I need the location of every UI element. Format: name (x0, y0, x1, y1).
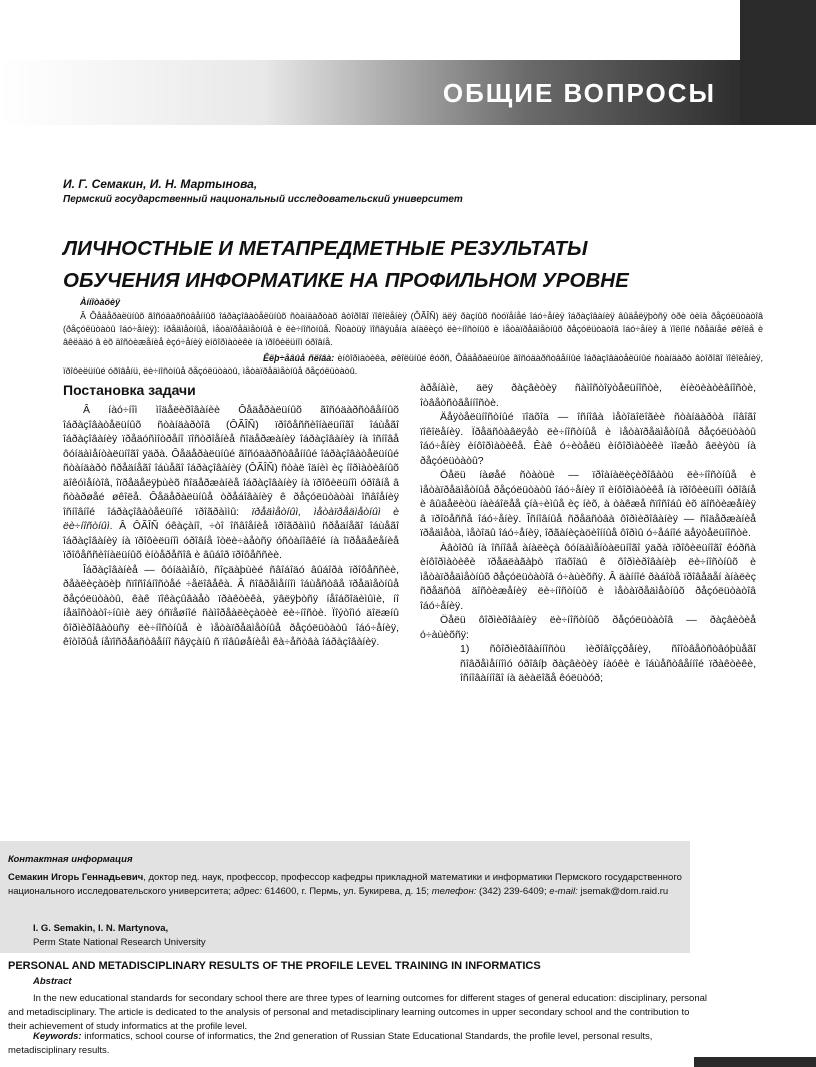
section-title: ОБЩИЕ ВОПРОСЫ (442, 78, 716, 108)
left-column (63, 403, 399, 650)
contact-phone-label: телефон: (431, 886, 477, 897)
left-paragraph-1 (63, 403, 399, 563)
contact-author-text: , доктор пед. наук, профессор, профессор кафедры прикладной математики и информатики Пермского государственного национального исследовательского университета; (8, 872, 682, 897)
contact-text (8, 871, 684, 899)
english-keywords (8, 1030, 708, 1058)
header-dark-block (740, 0, 816, 125)
article-affiliation: Пермский государственный национальный исследовательский университет (63, 194, 463, 205)
keywords-label: Êëþ÷åâûå ñëîâà: (263, 353, 335, 363)
contact-address: 614600, г. Пермь, ул. Букирева, д. 15; (262, 886, 432, 897)
abstract-heading: Àííîòàöèÿ (80, 297, 121, 307)
english-authors: I. G. Semakin, I. N. Martynova, (33, 923, 169, 934)
english-title: PERSONAL AND METADISCIPLINARY RESULTS OF THE PROFILE LEVEL TRAINING IN INFORMATICS (8, 960, 541, 972)
contact-email[interactable]: jsemak@dom.raid.ru (577, 886, 669, 897)
left-p1-end: . Â ÔÃÎÑ óêàçàíî, ÷òî îñâîåíèå ïðîãðàììû ñðåäíåãî îáùåãî îáðàçîâàíèÿ íà ïðîôèëüíîì óðîâíå îòëè÷àåòñÿ óñòàíîâêîé íà îïðåäåëåíèå ïðîôåññèîíàëüíûõ èíòåðåñîâ è âûáîð ïðîôåññèè. (63, 520, 399, 561)
abstract-text: Â Ôåäåðàëüíûõ ãîñóäàðñòâåííûõ îáðàçîâàòåëüíûõ ñòàíäàðòàõ âòîðîãî ïîêîëåíèÿ (ÔÃÎÑ) äëÿ ðàçíûõ ñòóïåíåé îáó÷åíèÿ îáðàçîâàíèÿ âûäåëÿþòñÿ òðè òèïà ðåçóëüòàòîâ (ðåçóëüòàòû îáó÷åíèÿ): ïðåäìåòíûå, ìåòàïðåäìåòíûå è ëè÷íîñòíûå. Ñòàòüÿ ïîñâÿùåíà àíàëèçó ëè÷íîñòíûõ è ìåòàïðåäìåòíûõ ðåçóëüòàòîâ îáó÷åíèÿ â ïîëíîé ñðåäíåé øêîëå è âêëàäó â èõ äîñòèæåíèå èçó÷åíèÿ èíôîðìàòèêè íà ïðîôèëüíîì óðîâíå. (63, 311, 763, 347)
contact-author-name: Семакин Игорь Геннадьевич (8, 872, 144, 883)
section-heading: Постановка задачи (63, 382, 196, 398)
contact-phone: (342) 239-6409; (476, 886, 550, 897)
right-column (420, 381, 756, 686)
right-paragraph-4: Àâòîðû íà îñíîâå àíàëèçà ôóíäàìåíòàëüíîãî ÿäðà ïðîôèëüíîãî êóðñà èíôîðìàòèêè ïðåäëàãàþò ïîäõîäû ê ôîðìèðîâàíèþ ëè÷íîñòíûõ è ìåòàïðåäìåòíûõ ðåçóëüòàòîâ ó÷àùèõñÿ. Â äàííîé ðàáîòå ïðîâåäåí àíàëèç ñðåäñòâ äîñòèæåíèÿ ëè÷íîñòíûõ è ìåòàïðåäìåòíûõ ðåçóëüòàòîâ îáó÷åíèÿ. (420, 541, 756, 612)
english-keywords-text: informatics, school course of informatics, the 2nd generation of Russian State Educational Standards, the profile level, personal results, metadisciplinary results. (8, 1031, 653, 1056)
english-abstract: In the new educational standards for secondary school there are three types of learning outcomes for different stages of general education: disciplinary, personal and metadisciplinary. The article is dedicated to the analysis of personal and metadisciplinary learning outcomes in upper secondary school and the contribution to their achievement of study informatics at the profile level. (8, 993, 708, 1032)
english-affiliation: Perm State National Research University (33, 937, 206, 948)
article-title (63, 233, 763, 297)
right-paragraph-2: Äåÿòåëüíîñòíûé ïîäõîä — îñíîâà ìåòîäîëîãèè ñòàíäàðòà íîâîãî ïîêîëåíèÿ. Ïðåäñòàâëÿåò ëè÷íîñòíûå è ìåòàïðåäìåòíûå ðåçóëüòàòû îáó÷åíèÿ èíôîðìàòèêå. Êàê ó÷èòåëü èíôîðìàòèêè ìîæåò âëèÿòü íà ðåçóëüòàòû? (420, 411, 756, 467)
corner-block (694, 1057, 816, 1067)
left-p1-italic: ïðåäìåòíûì, ìåòàïðåäìåòíûì è ëè÷íîñòíûì (63, 505, 399, 532)
contact-heading: Контактная информация (8, 854, 133, 865)
right-paragraph-3: Öåëü íàøåé ñòàòüè — ïðîàíàëèçèðîâàòü ëè÷íîñòíûå è ìåòàïðåäìåòíûå ðåçóëüòàòû îáó÷åíèÿ ïî èíôîðìàòèêå íà ïðîôèëüíîì óðîâíå è âûäåëèòü íàèáîëåå çíà÷èìûå èç íèõ, à òàêæå ñïîñîáû èõ äîñòèæåíèÿ â ïðîöåññå îáó÷åíèÿ. Îñíîâíûå ñðåäñòâà ôîðìèðîâàíèÿ — ñîäåðæàíèå ïðåäìåòà, ìåòîäû îáó÷åíèÿ, îðãàíèçàöèîííûå ôîðìû ó÷åáíîé äåÿòåëüíîñòè. (420, 469, 756, 539)
article-title-line1: ЛИЧНОСТНЫЕ И МЕТАПРЕДМЕТНЫЕ РЕЗУЛЬТАТЫ (63, 237, 588, 260)
right-paragraph-1: àðåíàìè, äëÿ ðàçâèòèÿ ñàìîñòîÿòåëüíîñòè, èíèöèàòèâíîñòè, îòâåòñòâåííîñòè. (420, 382, 756, 409)
contact-email-label: e-mail: (549, 886, 578, 897)
english-keywords-label: Keywords: (33, 1031, 82, 1042)
keywords (63, 352, 763, 378)
contact-address-label: адрес: (233, 886, 263, 897)
article-authors: И. Г. Семакин, И. Н. Мартынова, (63, 177, 258, 191)
right-list-item-1: 1) ñôîðìèðîâàííîñòü ìèðîâîççðåíèÿ, ñîîòâåòñòâóþùåãî ñîâðåìåííîìó óðîâíþ ðàçâèòèÿ íàóêè è îáùåñòâåííîé ïðàêòèêè, îñíîâàííîãî íà äèàëîãå êóëüòóð; (460, 643, 756, 684)
article-title-line2: ОБУЧЕНИЯ ИНФОРМАТИКЕ НА ПРОФИЛЬНОМ УРОВНЕ (63, 269, 629, 292)
english-authors-block (33, 922, 206, 950)
right-paragraph-5: Öåëü ôîðìèðîâàíèÿ ëè÷íîñòíûõ ðåçóëüòàòîâ — ðàçâèòèå ó÷àùèõñÿ: (420, 614, 756, 641)
keywords-text: èíôîðìàòèêà, øêîëüíûé êóðñ, Ôåäåðàëüíûé ãîñóäàðñòâåííûé îáðàçîâàòåëüíûé ñòàíäàðò âòîðîãî ïîêîëåíèÿ, ïðîôèëüíûé óðîâåíü, ëè÷íîñòíûå ðåçóëüòàòû, ìåòàïðåäìåòíûå ðåçóëüòàòû. (63, 353, 763, 376)
left-paragraph-2: Îáðàçîâàíèå — ôóíäàìåíò, ñîçäàþùèé ñâîáîäó âûáîðà ïðîôåññèè, ðåàëèçàöèþ ñïîñîáíîñòåé ÷åëîâåêà. Â ñîâðåìåííîì îáùåñòâå ïðåäìåòíûå ðåçóëüòàòû, êàê ïîêàçûâàåò ïðàêòèêà, ÿâëÿþòñÿ íåîáõîäèìûìè, íî íåäîñòàòî÷íûìè äëÿ óñïåøíîé ñàìîðåàëèçàöèè ëè÷íîñòè. Ïîýòîìó äîëæíû ôîðìèðîâàòüñÿ ëè÷íîñòíûå è ìåòàïðåäìåòíûå ðåçóëüòàòû îáó÷åíèÿ, êîòîðûå íåïîñðåäñòâåííî ñâÿçàíû ñ ïîâûøåíèåì êà÷åñòâà îáðàçîâàíèÿ. (63, 563, 399, 648)
left-p1-text: Â íàó÷íîì ìîäåëèðîâàíèè Ôåäåðàëüíûõ ãîñóäàðñòâåííûõ îáðàçîâàòåëüíûõ ñòàíäàðòîâ (ÔÃÎÑ) ïðîôåññèîíàëüíîãî îáùåãî îáðàçîâàíèÿ ïðåäóñìîòðåíî ïîñòðîåíèå ñîäåðæàíèÿ îáðàçîâàíèÿ íà îñíîâå ôóíäàìåíòàëüíîãî ÿäðà. Ôåäåðàëüíûé ãîñóäàðñòâåííûé îáðàçîâàòåëüíûé ñòàíäàðò ñðåäíåãî îáùåãî îáðàçîâàíèÿ (ÔÃÎÑ) ñòàë îäíèì èç íîðìàòèâíûõ äîêóìåíòîâ, îïðåäåëÿþùèõ ñîäåðæàíèå îáðàçîâàíèÿ íà ïðîôèëüíîì óðîâíå â ñòàðøåé øêîëå. Ôåäåðàëüíûå òðåáîâàíèÿ ê ðåçóëüòàòàì îñâîåíèÿ îñíîâíîé îáðàçîâàòåëüíîé ïðîãðàììû: (63, 404, 399, 518)
english-abstract-heading: Abstract (33, 976, 72, 987)
